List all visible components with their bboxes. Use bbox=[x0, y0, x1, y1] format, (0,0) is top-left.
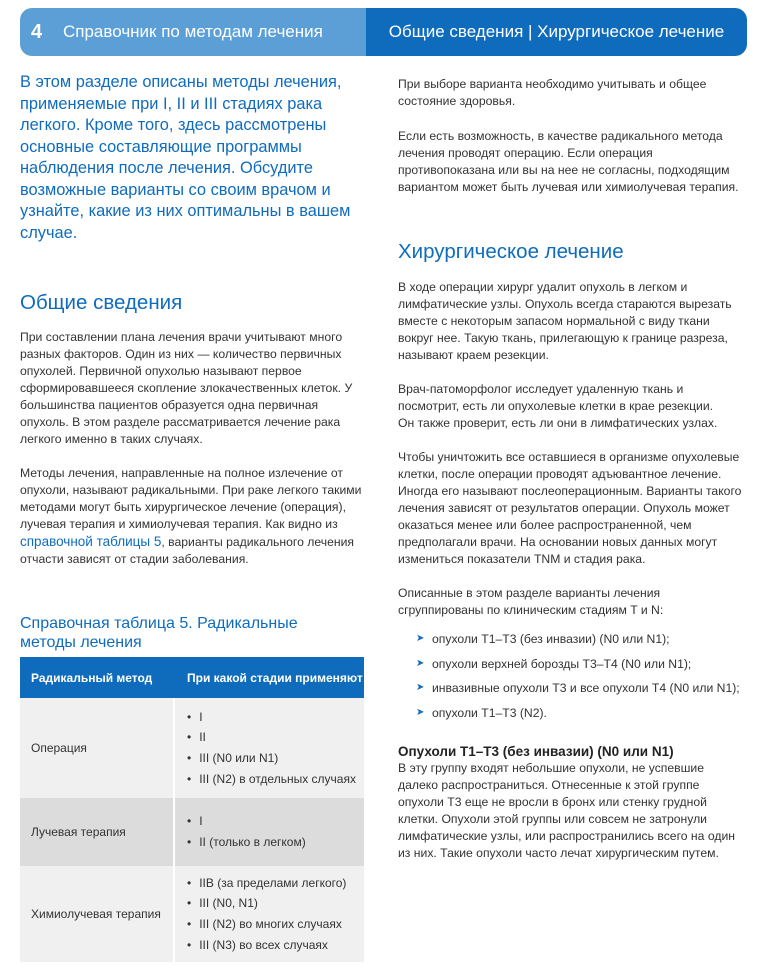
intro-text: В этом разделе описаны методы лечения, применяемые при I, II и III стадиях рака легкого. Кроме того, здесь рассмотрены основные составляющие программы наблюдения после лечения. Обсудите возможные варианты со своим врачом и узнайте, какие из них оптимальны в вашем случае. bbox=[20, 73, 351, 242]
arrow-icon: ➤ bbox=[416, 706, 425, 718]
stage-item: • III (N0 или N1) bbox=[187, 748, 364, 769]
left-column bbox=[20, 72, 368, 962]
stage-item: • III (N2) во многих случаях bbox=[187, 914, 364, 935]
table-cell-method: Операция bbox=[20, 698, 174, 798]
surgery-heading: Хирургическое лечение bbox=[398, 240, 624, 263]
table-cell-stages bbox=[174, 866, 364, 962]
stage-item: • IIB (за пределами легкого) bbox=[187, 873, 364, 894]
list-item-text: опухоли T1–T3 (N2). bbox=[432, 705, 547, 720]
table-5-link[interactable]: справочной таблицы 5 bbox=[20, 534, 162, 549]
stage-item: • III (N2) в отдельных случаях bbox=[187, 769, 364, 790]
stage-item: • I bbox=[187, 707, 364, 728]
table-row bbox=[20, 866, 364, 962]
right-column bbox=[398, 76, 748, 862]
surgery-paragraph-3: Чтобы уничтожить все оставшиеся в организме опухолевые клетки, после операции проводят адъювантное лечение. Иногда его называют послеоперационным. Варианты такого лечения зависят от результатов операции. Опухоль может оказаться менее или более распространенной, чем предполагали врачи. На основании новых данных могут измениться показатели TNM и стадия рака. bbox=[398, 450, 742, 566]
subsection-paragraph: В эту группу входят небольшие опухоли, не успевшие далеко распространиться. Отнесенные к этой группе опухоли T3 еще не вросли в бронх или стенку грудной клетки. Опухоли этой группы или совсем не затронули лимфатические узлы, или распространились всего на один из них. Такие опухоли часто лечат хирургическим путем. bbox=[398, 761, 735, 860]
section-title: Общие сведения | Хирургическое лечение bbox=[366, 8, 747, 56]
list-item bbox=[416, 701, 748, 726]
general-paragraph-2 bbox=[20, 465, 365, 568]
stage-group-list bbox=[416, 627, 748, 725]
table-header-method: Радикальный метод bbox=[20, 657, 174, 698]
list-item-text: инвазивные опухоли T3 и все опухоли T4 (N0 или N1); bbox=[432, 681, 740, 695]
header-left bbox=[20, 8, 366, 56]
general-paragraph-1: При составлении плана лечения врачи учитывают много разных факторов. Один из них — количество первичных опухолей. Первичной опухолью называют первое сформировавшееся скопление злокачественных клеток. У большинства пациентов образуется одна первичная опухоль. В этом разделе рассматривается лечение рака легкого именно в таких случаях. bbox=[20, 330, 353, 446]
arrow-icon: ➤ bbox=[416, 657, 425, 669]
surgery-paragraph-4: Описанные в этом разделе варианты лечения сгруппированы по клиническим стадиям T и N: bbox=[398, 586, 664, 617]
table-header-stage: При какой стадии применяют bbox=[174, 657, 364, 698]
right-paragraph-2: Если есть возможность, в качестве радикального метода лечения проводят операцию. Если операция противопоказана или вы на нее не согласны, подходящим вариантом может быть лучевая или химиолучевая терапия. bbox=[398, 129, 739, 194]
stage-item: • II bbox=[187, 727, 364, 748]
table-cell-stages bbox=[174, 698, 364, 798]
stage-item: • II (только в легком) bbox=[187, 832, 364, 853]
chapter-title: Справочник по методам лечения bbox=[63, 22, 323, 41]
list-item-text: опухоли T1–T3 (без инвазии) (N0 или N1); bbox=[432, 632, 670, 646]
table-title: Справочная таблица 5. Радикальные методы лечения bbox=[20, 615, 298, 651]
stage-item: • I bbox=[187, 811, 364, 832]
list-item-text: опухоли верхней борозды T3–T4 (N0 или N1); bbox=[432, 656, 692, 671]
surgery-paragraph-2: Врач-патоморфолог исследует удаленную ткань и посмотрит, есть ли опухолевые клетки в крае резекции. Он также проверит, есть ли они в лимфатических узлах. bbox=[398, 382, 718, 430]
stage-item: • III (N3) во всех случаях bbox=[187, 935, 364, 956]
table-row bbox=[20, 698, 364, 798]
list-item bbox=[416, 627, 748, 652]
chapter-number: 4 bbox=[31, 20, 43, 43]
arrow-icon: ➤ bbox=[416, 682, 425, 693]
right-paragraph-1: При выборе варианта необходимо учитывать и общее состояние здоровья. bbox=[398, 77, 707, 108]
list-item bbox=[416, 652, 748, 677]
arrow-icon: ➤ bbox=[416, 633, 425, 644]
surgery-paragraph-1: В ходе операции хирург удалит опухоль в легком и лимфатические узлы. Опухоль всегда стараются вырезать вместе с некоторым запасом нормальной с виду ткани вокруг нее. Такую ткань, прилегающую к границе разреза, называют краем резекции. bbox=[398, 280, 732, 362]
table-cell-stages bbox=[174, 798, 364, 866]
subsection-heading: Опухоли T1–T3 (без инвазии) (N0 или N1) bbox=[398, 744, 674, 759]
general-p2-text-b: , варианты радикального лечения отчасти зависят от стадии заболевания. bbox=[20, 535, 355, 566]
general-heading: Общие сведения bbox=[20, 291, 183, 314]
page-header bbox=[20, 8, 747, 56]
list-item bbox=[416, 676, 748, 701]
table-cell-method: Лучевая терапия bbox=[20, 798, 174, 866]
stage-item: • III (N0, N1) bbox=[187, 893, 364, 914]
table-row bbox=[20, 798, 364, 866]
general-p2-text-a: Методы лечения, направленные на полное излечение от опухоли, называют радикальными. При раке легкого такими методами могут быть хирургическое лечение (операция), лучевая терапия и химиолучевая терапия. Как видно из bbox=[20, 466, 362, 531]
table-cell-method: Химиолучевая терапия bbox=[20, 866, 174, 962]
treatment-table bbox=[20, 657, 364, 962]
